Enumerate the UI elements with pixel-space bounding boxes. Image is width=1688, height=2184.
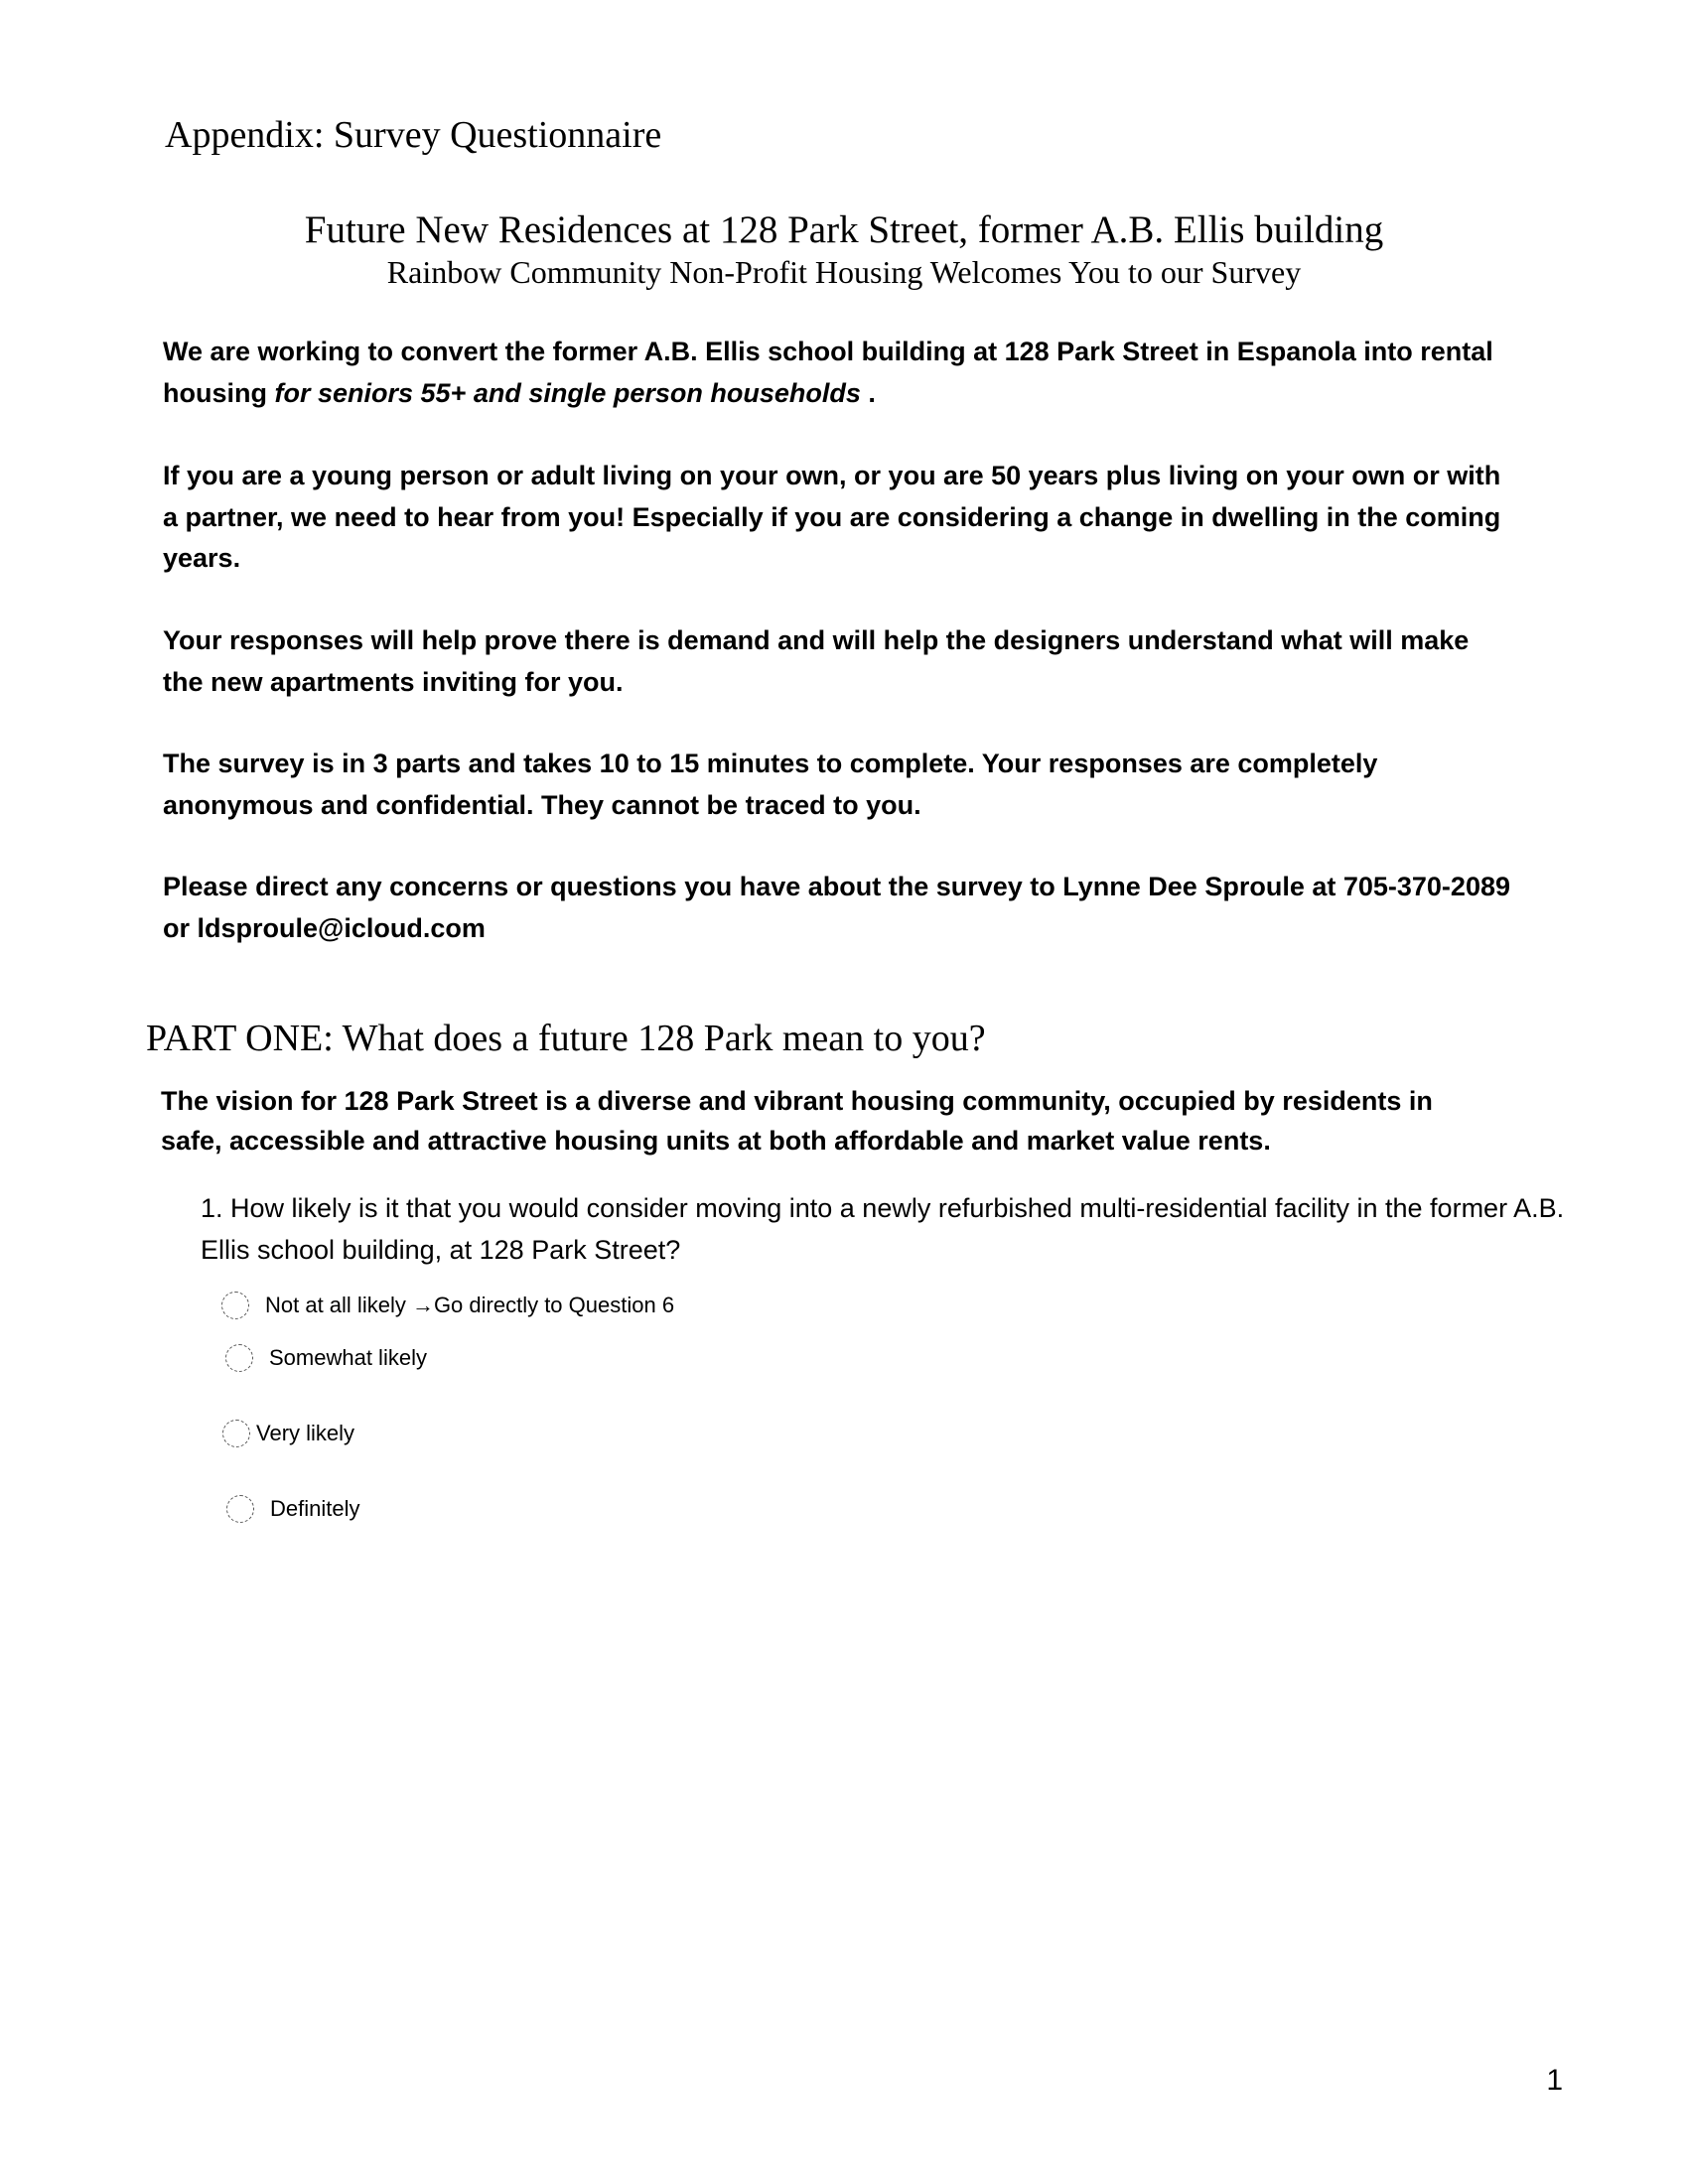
- option-label: Definitely: [270, 1496, 360, 1521]
- question-1: 1. How likely is it that you would consider moving into a newly refurbished multi-residential facility in the former A.B. Ellis school building, at 128 Park Street?: [201, 1193, 1565, 1265]
- option-definitely[interactable]: [226, 1495, 359, 1523]
- appendix-title: Appendix: Survey Questionnaire: [165, 114, 662, 156]
- option-label: Somewhat likely: [269, 1345, 427, 1370]
- document-title: Future New Residences at 128 Park Street, former A.B. Ellis building: [304, 208, 1384, 251]
- option-somewhat-likely[interactable]: [225, 1344, 427, 1372]
- part-one-heading: PART ONE: What does a future 128 Park mean to you?: [146, 1018, 986, 1059]
- intro-p1-end: .: [860, 377, 876, 408]
- radio-circle-icon[interactable]: [222, 1420, 250, 1447]
- radio-circle-icon[interactable]: [225, 1344, 253, 1372]
- intro-paragraph-4: The survey is in 3 parts and takes 10 to 15 minutes to complete. Your responses are completely anonymous and confidential. They cannot be traced to you.: [163, 749, 1378, 820]
- vision-statement: The vision for 128 Park Street is a diverse and vibrant housing community, occupied by residents in safe, accessible and attractive housing units at both affordable and market value rents.: [161, 1086, 1433, 1156]
- radio-circle-icon[interactable]: [221, 1292, 249, 1319]
- option-very-likely[interactable]: [222, 1420, 354, 1447]
- intro-paragraph-2: If you are a young person or adult living on your own, or you are 50 years plus living on your own or with a partner, we need to hear from you! Especially if you are considering a change in dwelling in the coming years.: [163, 461, 1501, 573]
- intro-paragraph-3: Your responses will help prove there is demand and will help the designers understand what will make the new apartments inviting for you.: [163, 625, 1470, 697]
- intro-paragraph-1: [163, 332, 1513, 414]
- intro-p1-text: We are working to convert the former A.B. Ellis school building at 128 Park Street in Espanola into rental housing: [163, 337, 1493, 408]
- option-not-at-all-likely[interactable]: [221, 1292, 674, 1319]
- contact-paragraph: Please direct any concerns or questions you have about the survey to Lynne Dee Sproule at 705-370-2089 or ldsproule@icloud.com: [163, 872, 1510, 943]
- document-subtitle: Rainbow Community Non-Profit Housing Welcomes You to our Survey: [386, 254, 1302, 290]
- intro-p1-emphasis: for seniors 55+ and single person households: [274, 377, 861, 408]
- radio-circle-icon[interactable]: [226, 1495, 254, 1523]
- option-label: Not at all likely →Go directly to Question 6: [265, 1293, 675, 1317]
- option-label: Very likely: [256, 1421, 355, 1445]
- page-number: 1: [1546, 2064, 1563, 2097]
